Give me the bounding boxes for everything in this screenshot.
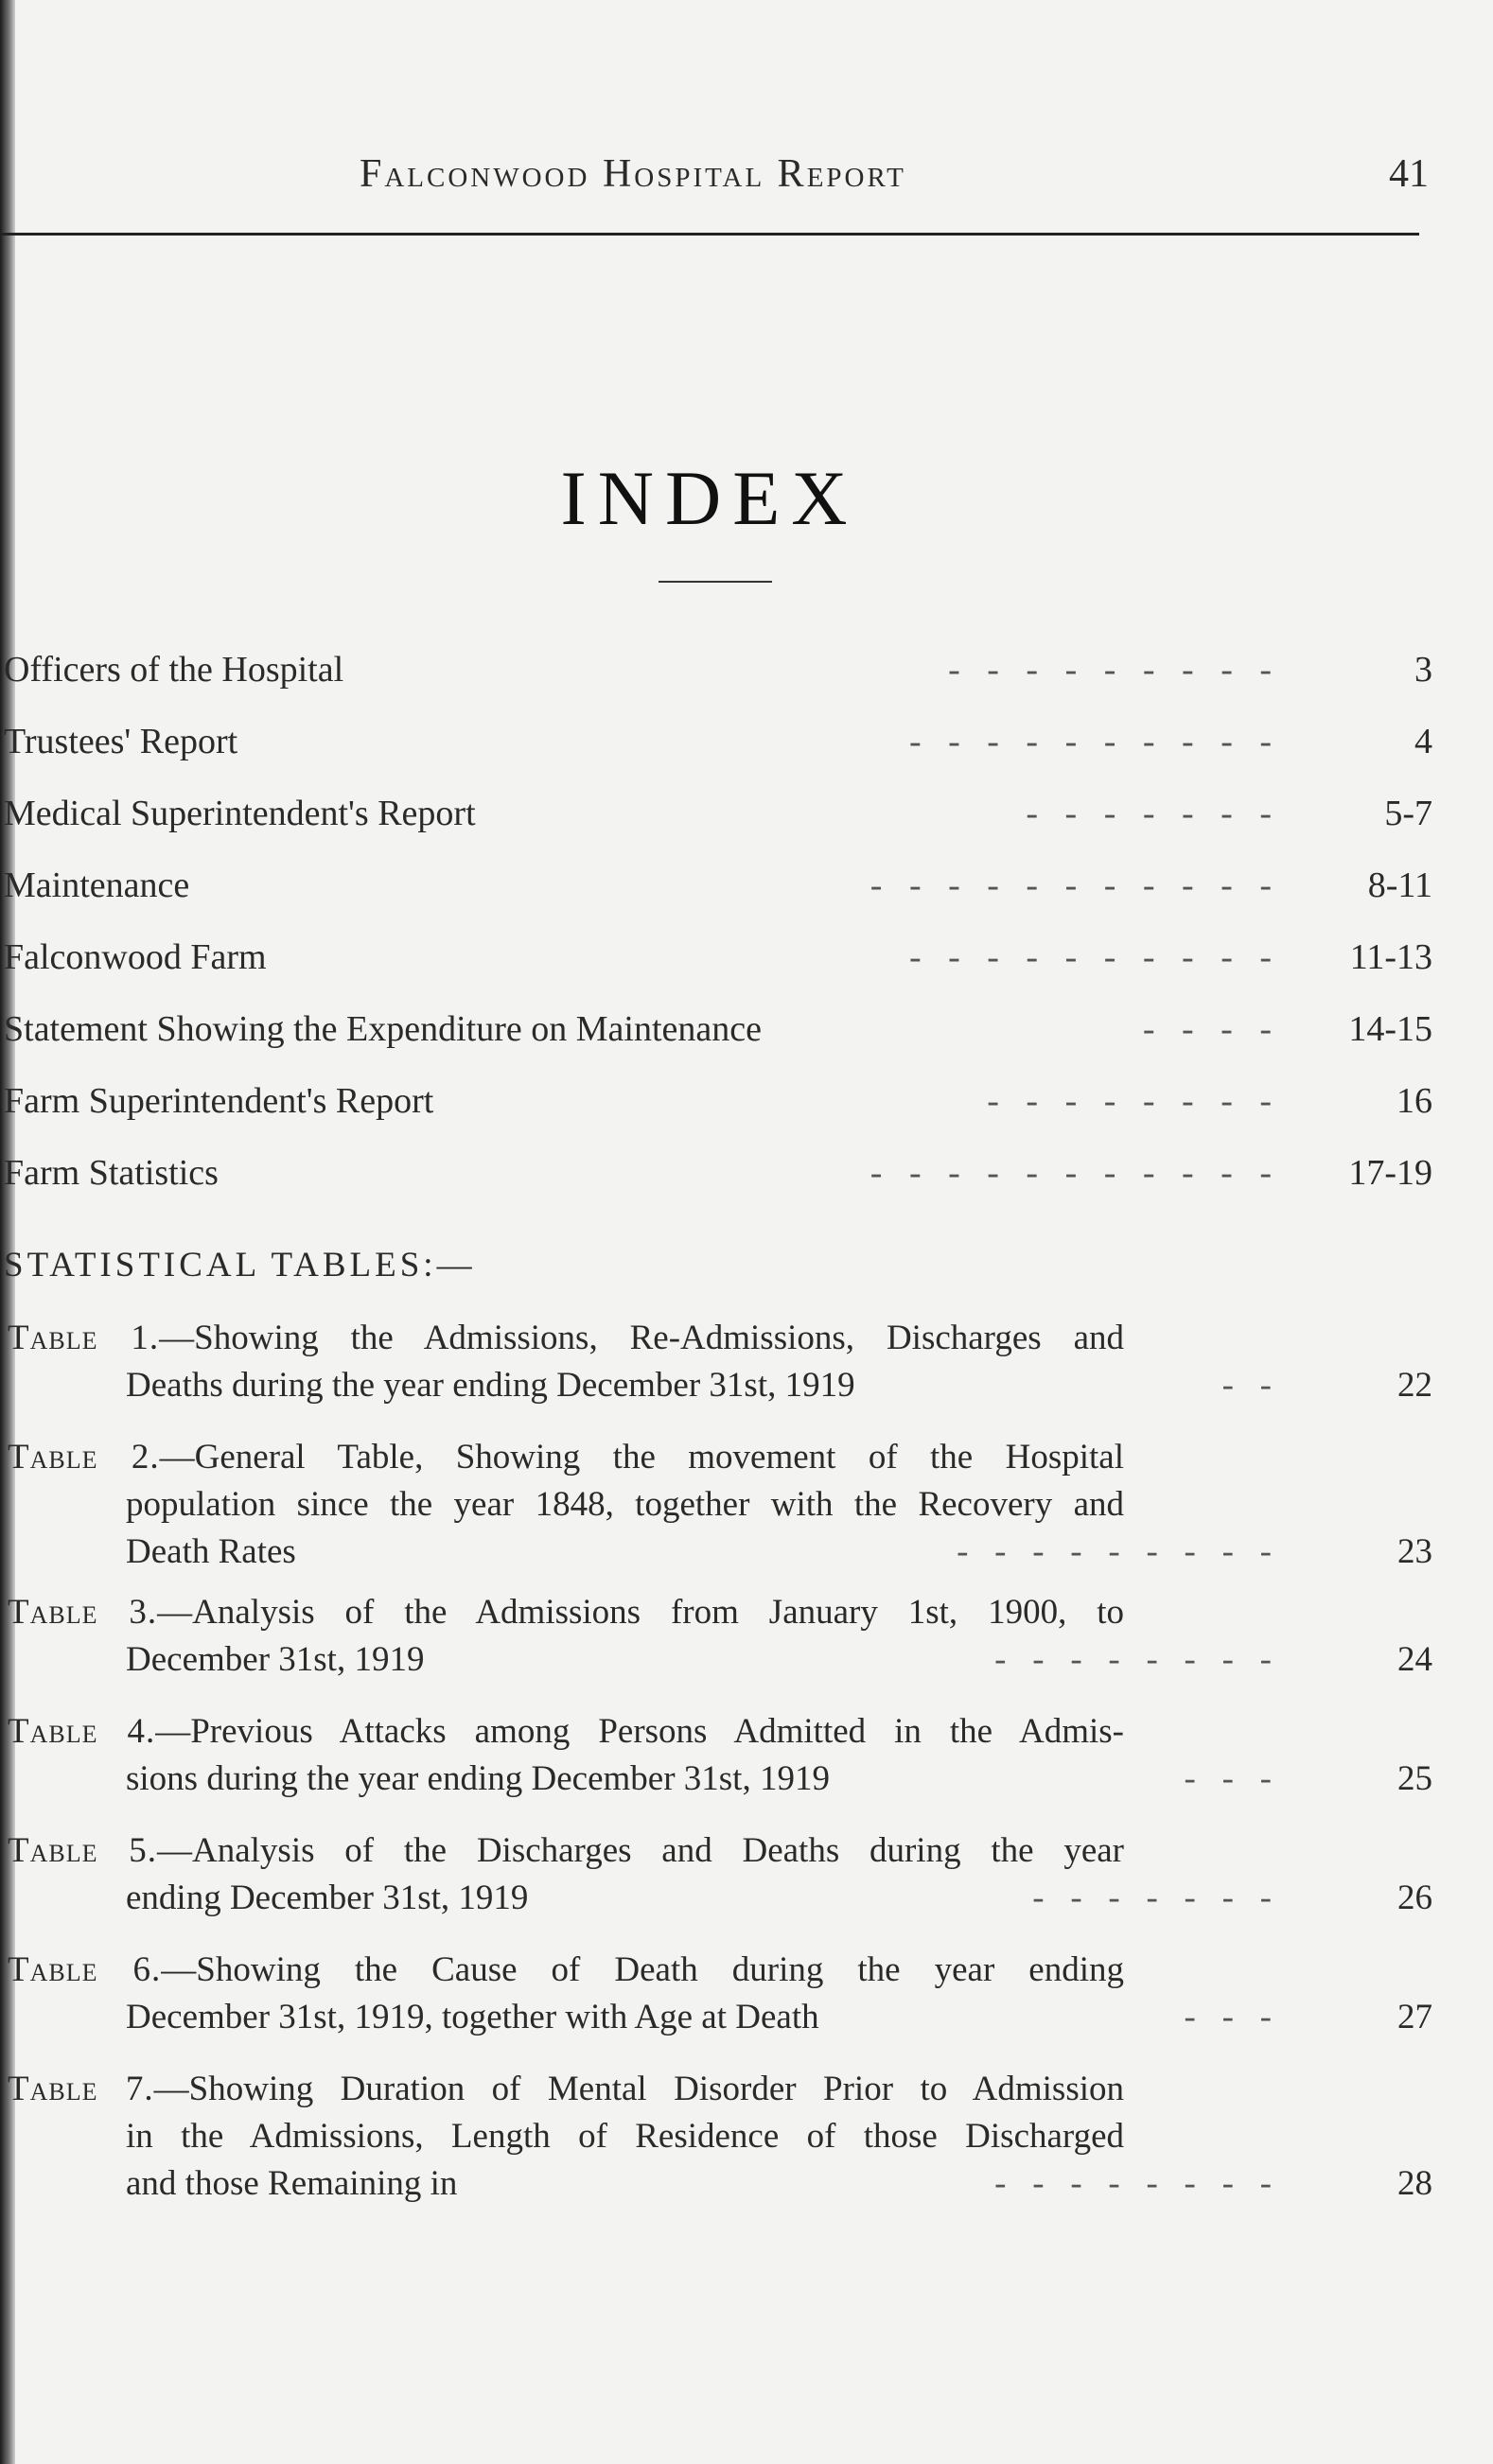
entry-leader-dots: - - - - - - - - - -	[908, 937, 1272, 977]
table-page: 26	[1397, 1879, 1432, 1917]
header-rule	[0, 233, 1419, 236]
table-number: Table 2.	[8, 1438, 160, 1477]
table-line	[8, 2113, 1124, 2160]
entry-page: 3	[1414, 650, 1432, 690]
table-line	[8, 1362, 1432, 1409]
running-head	[0, 151, 1429, 208]
table-page: 25	[1397, 1759, 1432, 1798]
table-page: 28	[1397, 2164, 1432, 2203]
table-leader-dots: - - - - - - - - -	[957, 1532, 1272, 1571]
table-entry	[8, 1589, 1432, 1684]
page-number: 41	[1389, 152, 1429, 196]
entry-leader-dots: - - - - - - -	[1026, 794, 1272, 833]
entry-label: Maintenance	[4, 865, 190, 905]
entry-page: 8-11	[1367, 865, 1432, 905]
table-line	[8, 1994, 1432, 2041]
section-heading: STATISTICAL TABLES:—	[4, 1246, 476, 1284]
entry-page: 4	[1414, 722, 1432, 761]
table-text: —Showing Duration of Mental Disorder Prior to Admission	[153, 2070, 1124, 2108]
entry-page: 17-19	[1348, 1153, 1432, 1193]
index-entry	[4, 931, 1432, 984]
table-line	[8, 1756, 1432, 1803]
entry-page: 16	[1396, 1081, 1432, 1121]
table-line	[8, 1434, 1124, 1481]
index-entry	[4, 715, 1432, 768]
table-text: ending December 31st, 1919	[126, 1879, 529, 1917]
index-entry	[4, 1146, 1432, 1199]
entry-leader-dots: - - - - - - - - - - -	[869, 865, 1272, 905]
entry-label: Trustees' Report	[4, 722, 238, 761]
table-leader-dots: - - - - - - - -	[994, 1640, 1272, 1679]
entry-label: Falconwood Farm	[4, 937, 267, 977]
index-entry	[4, 787, 1432, 840]
table-line	[8, 1589, 1124, 1636]
table-number: Table 1.	[8, 1319, 160, 1357]
table-entry	[8, 1827, 1432, 1922]
table-text: —Analysis of the Discharges and Deaths during the year	[157, 1831, 1124, 1870]
table-line	[8, 1875, 1432, 1922]
table-text: —Showing the Admissions, Re-Admissions, Discharges and	[159, 1319, 1124, 1357]
entry-page: 5-7	[1384, 794, 1432, 833]
table-entry	[8, 1947, 1432, 2041]
table-line	[8, 2066, 1124, 2113]
table-leader-dots: - - -	[1184, 1998, 1272, 2036]
entry-leader-dots: - - - - - - - - - -	[908, 722, 1272, 761]
entry-label: Officers of the Hospital	[4, 650, 344, 690]
entry-leader-dots: - - - - - - - - -	[948, 650, 1272, 690]
running-head-title: Falconwood Hospital Report	[360, 152, 906, 196]
table-text: —Previous Attacks among Persons Admitted in the Admis-	[155, 1712, 1125, 1751]
table-page: 27	[1397, 1998, 1432, 2036]
entry-label: Statement Showing the Expenditure on Maintenance	[4, 1009, 762, 1049]
table-line	[8, 1947, 1124, 1994]
table-number: Table 5.	[8, 1831, 157, 1870]
table-text: population since the year 1848, together with the Recovery and	[126, 1485, 1124, 1524]
table-leader-dots: - - - - - - -	[1032, 1879, 1272, 1917]
table-line	[8, 1827, 1124, 1875]
table-page: 23	[1397, 1532, 1432, 1571]
table-entry	[8, 1434, 1432, 1576]
table-text: Death Rates	[126, 1532, 296, 1571]
table-leader-dots: - -	[1221, 1366, 1272, 1405]
table-text: —Showing the Cause of Death during the year ending	[161, 1950, 1124, 1989]
entry-page: 11-13	[1349, 937, 1432, 977]
title-underline	[659, 581, 772, 583]
table-line	[8, 1529, 1432, 1576]
table-line	[8, 1636, 1432, 1684]
table-number: Table 6.	[8, 1950, 162, 1989]
entry-label: Farm Statistics	[4, 1153, 219, 1193]
table-line	[8, 1481, 1124, 1529]
entry-leader-dots: - - - - - - - -	[987, 1081, 1272, 1121]
table-text: in the Admissions, Length of Residence of those Discharged	[126, 2117, 1124, 2156]
entry-page: 14-15	[1348, 1009, 1432, 1049]
table-number: Table 7.	[8, 2070, 154, 2108]
index-entry	[4, 859, 1432, 912]
entry-leader-dots: - - - -	[1142, 1009, 1272, 1049]
index-title: INDEX	[560, 455, 859, 541]
table-text: sions during the year ending December 31st, 1919	[126, 1759, 830, 1798]
table-entry	[8, 1708, 1432, 1803]
table-text: and those Remaining in	[126, 2164, 458, 2203]
index-entry	[4, 1003, 1432, 1056]
table-line	[8, 2160, 1432, 2208]
table-line	[8, 1708, 1124, 1756]
index-entry	[4, 1075, 1432, 1127]
table-text: December 31st, 1919	[126, 1640, 425, 1679]
table-text: December 31st, 1919, together with Age at Death	[126, 1998, 819, 2036]
table-text: Deaths during the year ending December 31st, 1919	[126, 1366, 855, 1405]
table-number: Table 3.	[8, 1593, 158, 1632]
table-leader-dots: - - - - - - - -	[994, 2164, 1272, 2203]
table-page: 22	[1397, 1366, 1432, 1405]
table-entry	[8, 1315, 1432, 1409]
table-entry	[8, 2066, 1432, 2208]
table-leader-dots: - - -	[1184, 1759, 1272, 1798]
table-line	[8, 1315, 1124, 1362]
entry-leader-dots: - - - - - - - - - - -	[869, 1153, 1272, 1193]
table-text: —General Table, Showing the movement of the Hospital	[159, 1438, 1124, 1477]
table-text: —Analysis of the Admissions from January 1st, 1900, to	[157, 1593, 1125, 1632]
table-number: Table 4.	[8, 1712, 156, 1751]
table-page: 24	[1397, 1640, 1432, 1679]
index-entry	[4, 643, 1432, 696]
entry-label: Medical Superintendent's Report	[4, 794, 476, 833]
entry-label: Farm Superintendent's Report	[4, 1081, 434, 1121]
